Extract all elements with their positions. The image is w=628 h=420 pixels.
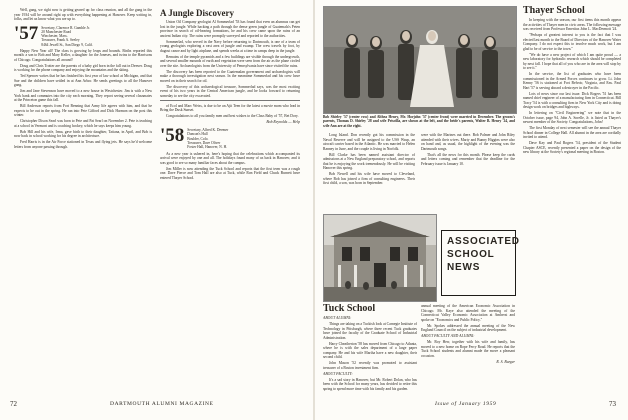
class-note-paragraph: Bill Anderson reports from Fort Benning that Army life agrees with him, and that he expects to be out in the spring. He ran into Pete Gifford and Dick Harmon on the post this winter. bbox=[14, 104, 152, 118]
banner-line: ASSOCIATED bbox=[447, 236, 520, 247]
class-note-paragraph: Doug and Chris Trotter are the parents of a baby girl born in the fall out in Denver. Doug is working for the phone company and enjoying the mountains and the skiing. bbox=[14, 63, 152, 73]
officer-line: Secretary, Clarence R. Gamble Jr. bbox=[41, 25, 90, 30]
class-note-paragraph: Ted Spencer writes that he has finished his first year of law school at Michigan, and that Sue and the children have settled in at Ann Arbor. He sends greetings to all the Hanover gang. bbox=[14, 74, 152, 88]
section-paragraph: In lettering on "Civil Engineering" we note that in the October issue, page 94, John A. Sorelle, Jr. is listed as Thayer's newest member of the Society. Congratulations, John! bbox=[523, 111, 621, 124]
article-paragraph: Remains of the temple pyramids and a few buildings are visible through the undergrowth, and several smaller mounds of earth and vegetation were seen from the air as the plane circled over the site. Archaeologists from the University of Pennsylvania have since visited the ruins. bbox=[160, 54, 300, 68]
class-officers bbox=[187, 127, 228, 149]
wedding-photo-caption: Bob Shirley '57 (center row) and Althea Henry, Mr. Horjohn '57 (center front) were married in December. The groom's parents, Thomas D. Shirley '28 and wife Priscilla, are shown at the left, and the bride's parents, Walter B. Henry '24, and wife Ann are at the right. bbox=[323, 115, 515, 128]
running-footer: Issue of January 1959 bbox=[435, 401, 497, 407]
section-title: Tuck School bbox=[323, 304, 376, 314]
section-paragraph: Mr. Roy Herr, together with his wife and family, has moved to a new home on Rope Ferry Road. He reports that the Tuck School students and alumni made the move a pleasant occasion. bbox=[421, 340, 515, 358]
section-paragraph: "We do have a new project of which I am quite proud — a new laboratory for hydraulic research which should be completed by next fall. I hope that all of you who are in the area will stop by to see it." bbox=[523, 52, 621, 70]
class-notes-intro: Well, gang, we right now is getting geared up for class reunion, and all the gang in the year 1934 will be around right up with everything happening at Hanover. Keep writing in, folks, and let us know what you are up to. bbox=[14, 8, 152, 21]
subsection-heading: ABOUT FACULTY: bbox=[323, 371, 353, 376]
section-paragraph: It's a sad story in Hanover, but Mr. Robert Dolan, who has been with the School for many years, has decided to retire this spring to spend more time with his family and his garden. bbox=[323, 377, 417, 391]
associated-school-news-banner bbox=[441, 230, 520, 296]
article-paragraph: Sommerlad, who served in the Navy before returning to Dartmouth, is one of a team of young geologists exploring a vast area of jungle and swamp. The crew travels by foot, by dugout canoe and by light airplane, and spends weeks at a time in camps deep in the jungle. bbox=[160, 39, 300, 53]
class-note-paragraph: Congratulations to all you family men and best wishes to the Class Baby of '57, Bet Dory. bbox=[166, 114, 299, 119]
class-year-heading-58 bbox=[160, 127, 300, 149]
officer-line: Winchester, Mass. bbox=[41, 34, 68, 39]
section-paragraph: Harry Cheatherton '58 has moved from Chicago to Atlanta, where he is with the sales department of a large paper company. He and his wife Martha have a new daughter, their second child. bbox=[323, 341, 417, 359]
thayer-building-photo bbox=[323, 214, 437, 302]
right-column-1-top bbox=[323, 133, 415, 213]
class-year: '57 bbox=[14, 22, 39, 44]
left-page bbox=[0, 0, 313, 420]
signature: R. S. Burger bbox=[496, 359, 515, 364]
section-paragraph: The first Monday of next semester will see the annual Thayer School dinner in College Hall. All alumni in the area are cordially invited to attend. bbox=[523, 126, 621, 139]
section-paragraph: John Mason '52 recently was promoted to assistant treasurer of a Boston investment firm. bbox=[323, 361, 417, 370]
left-column-2 bbox=[160, 8, 300, 396]
right-page bbox=[315, 0, 628, 420]
left-column-1 bbox=[14, 8, 152, 396]
subsection-heading: ABOUT ALUMNI: bbox=[323, 316, 352, 320]
class-note-paragraph: of Ecol and Marc Weiss, is due to be an Ajit Teen for the latest a movie mom who lead in Bring the Dusk Sunset. bbox=[160, 103, 300, 113]
signature: Bob Reynolds — Help bbox=[266, 120, 300, 125]
wedding-photo-image bbox=[324, 7, 516, 113]
class-note-paragraph: Bill Clarke has been named assistant director of admissions at a New England preparatory school, and reports that he is enjoying the work tremendously. He will be visiting Hanover this spring. bbox=[323, 152, 415, 170]
class-note-paragraph: Fred Harris is in the Air Force stationed in Texas and flying jets. He says he'd welcome letters from anyone passing through. bbox=[14, 140, 152, 149]
banner-line: SCHOOL NEWS bbox=[447, 249, 495, 273]
tuck-school-section bbox=[323, 304, 417, 396]
class-note-paragraph: That's all the news for this month. Please keep the cards and letters coming and remember that the deadline for the February issue is January 10. bbox=[421, 152, 515, 166]
class-year-heading-57 bbox=[14, 22, 152, 47]
officer-line: 20 Manchester Road bbox=[41, 29, 72, 34]
subsection-heading: ABOUT FACULTY AND ALUMNI: bbox=[421, 334, 475, 338]
class-note-paragraph: were with the Marines out there. Bob Palmer and John Riley attended with their wives. Marty and Bunny Higgins were also on hand and, as usual, the highlight of the evening was the Dartmouth songs. bbox=[421, 133, 515, 151]
class-note-paragraph: Christopher Dixon Searl was born to Pete and Pat Searl on November 2. Pete is teaching at a school in Vermont and is coaching hockey, which he says keeps him young. bbox=[14, 119, 152, 128]
article-paragraph: Union Oil Company geologist Al Sommerlad '53 has found that even an alumnus can get lost in the jungle. While hacking a path through the dense green jungle of Guatemala's Peten province in search of oil-bearing formations, he and his crew came upon the ruins of an ancient Indian city. The ruins were promptly surveyed and reported to the authorities. bbox=[160, 20, 300, 38]
section-paragraph: annual meeting of the American Economic Association in Chicago. Mr. Kaye also attended the meeting of the Connecticut Valley Economic Association at Amherst and spoke on "Economics and Public Policy." bbox=[421, 304, 515, 322]
running-footer: DARTMOUTH ALUMNI MAGAZINE bbox=[110, 401, 214, 407]
class-note-paragraph: Jim Miller is now attending the Tuck School and reports that the first term was a rough one. Dave Pierce and Tom Hall are also at Tuck, while Ron Field and Chuck Burnett have entered Thayer School. bbox=[160, 166, 300, 180]
right-column-2-top bbox=[421, 133, 515, 175]
tuck-school-section-continued bbox=[421, 304, 515, 396]
officer-line: Treasurer, Dave Oliver bbox=[187, 140, 221, 145]
wedding-photo bbox=[323, 6, 517, 114]
officer-line: Boulder, Colo. bbox=[187, 136, 209, 141]
section-paragraph: Things are taking on a Tuckish look at Carnegie Institute of Technology in Pittsburgh, where three recent Tuck graduates have joined the faculty of the Graduate School of Industrial Administration. bbox=[323, 322, 417, 340]
class-note-paragraph: Bob Hill and his wife, Irma, gave birth to their daughter, Tatiana, in April, and Bob is now back in school working for his degree in architecture. bbox=[14, 129, 152, 139]
article-paragraph: The discovery of this archaeological treasure, Sommerlad says, was the most exciting event of his two years in the Central American jungle, and he looks forward to returning someday to see the city excavated. bbox=[160, 84, 300, 98]
section-paragraph: Mr. Spokes addressed the annual meeting of the New England Council on the subject of industrial development. bbox=[421, 323, 515, 332]
thayer-building-image bbox=[324, 215, 436, 301]
thayer-school-section bbox=[523, 6, 621, 396]
officer-line: Treasurer, Frank A. Seeley bbox=[41, 38, 80, 43]
section-paragraph: Lots of news since our last issue. Dick Rogers '51 has been named chief engineer of a manufacturing firm in Connecticut. Bill Tracy '54 is with a consulting firm in New York City and is doing design work on bridges and highways. bbox=[523, 91, 621, 109]
divider bbox=[160, 100, 300, 101]
class-officers bbox=[41, 25, 93, 47]
section-paragraph: In the service, the list of graduates who have been commissioned in the Armed Forces continues to grow. Lt. John Kenny '56 is stationed at Fort Belvoir, Virginia, and Ens. Paul Hart '57 is serving aboard a destroyer in the Pacific. bbox=[523, 72, 621, 90]
section-paragraph: Dave Kay and Paul Rogers '54, president of the Student Chapter ASCE, recently presented a paper on the design of the new library at the Society's regional meeting in Boston. bbox=[523, 141, 621, 154]
class-note-paragraph: Long Island. Don recently got his commission in the Naval Reserve and will be assigned to the USS Wasp, an aircraft carrier based in the Atlantic. He was married to Helen Ranney in June, and the couple is living in Norfolk. bbox=[323, 133, 415, 151]
class-note-paragraph: Jim and Jane Stevenson have moved to a new house in Westchester. Jim is with a New York bank and commutes into the city each morning. They report seeing several classmates at the Princeton game this fall. bbox=[14, 89, 152, 103]
article-title: A Jungle Discovery bbox=[160, 8, 234, 18]
class-note-paragraph: Bob Newell and his wife have moved to Cleveland, where Bob has joined a firm of consulting engineers. Their first child, a son, was born in September. bbox=[323, 172, 415, 185]
section-paragraph: In keeping with the season, our first items this month appear the activities of Thayer men in civic areas. The following message was received from Professor Emeritus John L. MacDermott '24. bbox=[523, 18, 621, 31]
section-paragraph: "Perhaps of greatest interest to you is the fact that I was elected last month to the Board of Directors of the Hanover Water Company. I do not expect this to involve much work, but I am glad to be of service to the town." bbox=[523, 33, 621, 51]
officer-line: Secretary, Alfred K. Deemer bbox=[187, 128, 229, 133]
officer-line: Foster Hall, Hanover, N. H. bbox=[187, 145, 228, 150]
article-paragraph: The discovery has been reported to the Guatemalan government and archaeologists will make a thorough investigation next season. In the meantime Sommerlad and his crew have moved on in their search for oil. bbox=[160, 69, 300, 83]
class-note-paragraph: Happy New Year all! The class is growing by leaps and bounds. Births reported this month: a son to Bob and Mary Keller, a daughter for the Joneses, and twins to the Harrisons of Chicago. Congratulations all around! bbox=[14, 48, 152, 62]
officer-line: 8464 Jewell St., San Diego 9, Calif. bbox=[41, 42, 93, 47]
officer-line: Duncan's Hall bbox=[187, 132, 208, 137]
class-note-paragraph: As a new year is ushered in, here's hoping that the celebrations which accompanied its arrival were enjoyed by one and all. The holidays found many of us back in Hanover, and it was good to see so many familiar faces about the campus. bbox=[160, 151, 300, 165]
page-number: 72 bbox=[10, 400, 17, 408]
page-number: 73 bbox=[609, 400, 616, 408]
class-year: '58 bbox=[160, 125, 185, 147]
section-title: Thayer School bbox=[523, 6, 585, 16]
